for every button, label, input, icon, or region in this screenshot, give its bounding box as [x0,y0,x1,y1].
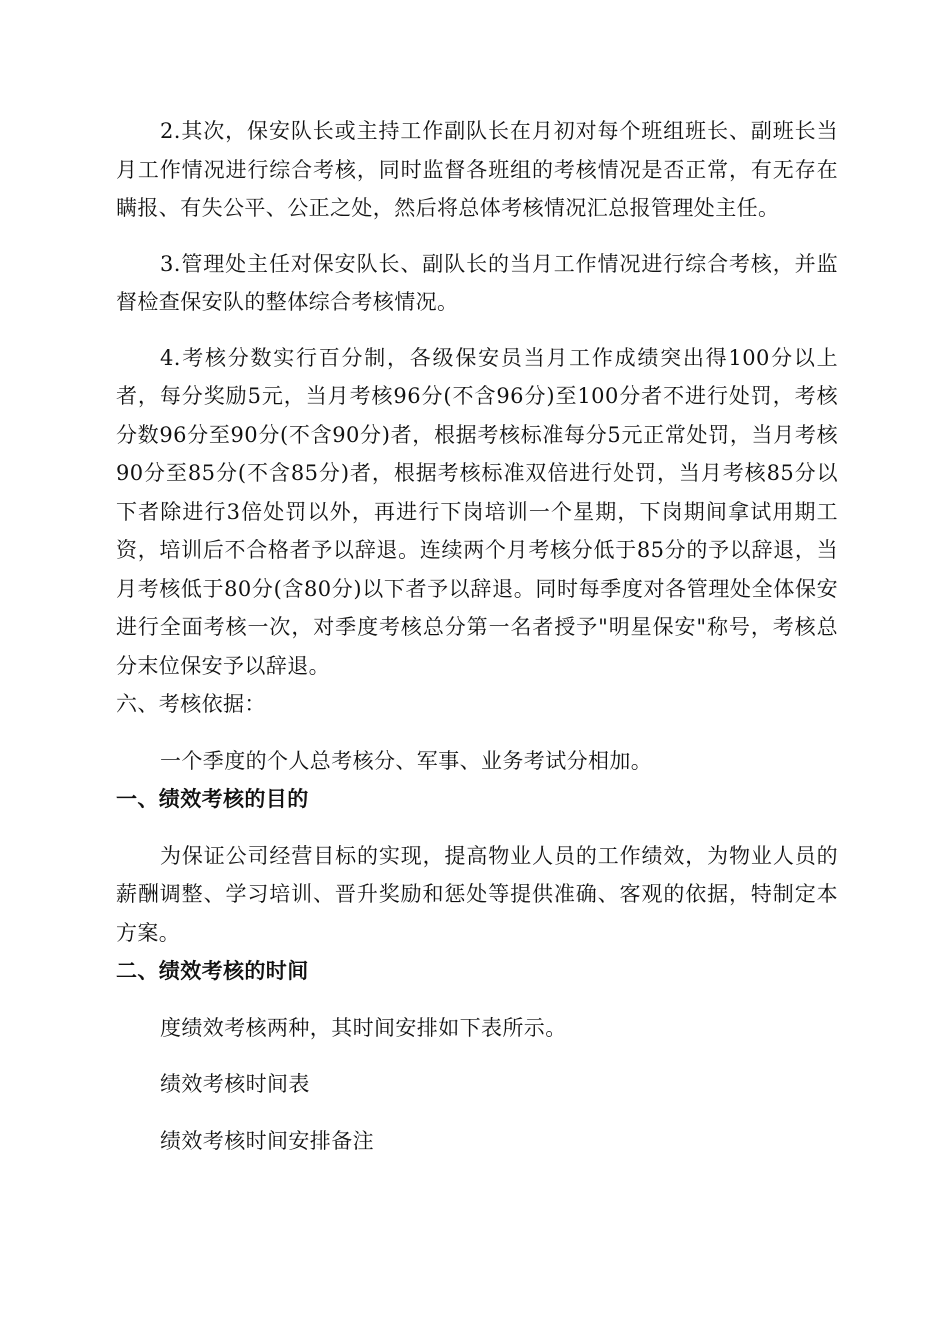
table-caption: 绩效考核时间表 [160,1072,310,1096]
table-header-row: 绩效考核时间安排备注 [160,1128,374,1153]
document-page [116,112,838,1160]
paragraph-item-3: 3.管理处主任对保安队长、副队长的当月工作情况进行综合考核，并监督检查保安队的整体综合考核情况。 [116,251,838,314]
purpose-body: 为保证公司经营目标的实现，提高物业人员的工作绩效，为物业人员的薪酬调整、学习培训、晋升奖励和惩处等提供准确、客观的依据，特制定本方案。 [116,843,838,945]
paragraph-item-2: 2.其次，保安队长或主持工作副队长在月初对每个班组班长、副班长当月工作情况进行综合考核，同时监督各班组的考核情况是否正常，有无存在瞒报、有失公平、公正之处，然后将总体考核情况汇总报管理处主任。 [116,119,838,220]
section-six-title: 六、考核依据： [116,692,266,716]
heading-performance-purpose: 一、绩效考核的目的 [116,787,309,811]
time-body: 度绩效考核两种，其时间安排如下表所示。 [160,1015,567,1040]
section-six-body: 一个季度的个人总考核分、军事、业务考试分相加。 [160,748,653,773]
heading-performance-time: 二、绩效考核的时间 [116,959,309,983]
paragraph-item-4: 4.考核分数实行百分制，各级保安员当月工作成绩突出得100分以上者，每分奖励5元，当月考核96分(不含96分)至100分者不进行处罚，考核分数96分至90分(不含90分)者，根据考核标准每分5元正常处罚，当月考核90分至85分(不含85分)者，根据考核标准双倍进行处罚，当月考核85分以下者除进行3倍处罚以外，再进行下岗培训一个星期，下岗期间拿试用期工资，培训后不合格者予以辞退。连续两个月考核分低于85分的予以辞退，当月考核低于80分(含80分)以下者予以辞退。同时每季度对各管理处全体保安进行全面考核一次，对季度考核总分第一名者授予"明星保安"称号，考核总分末位保安予以辞退。 [116,345,838,678]
